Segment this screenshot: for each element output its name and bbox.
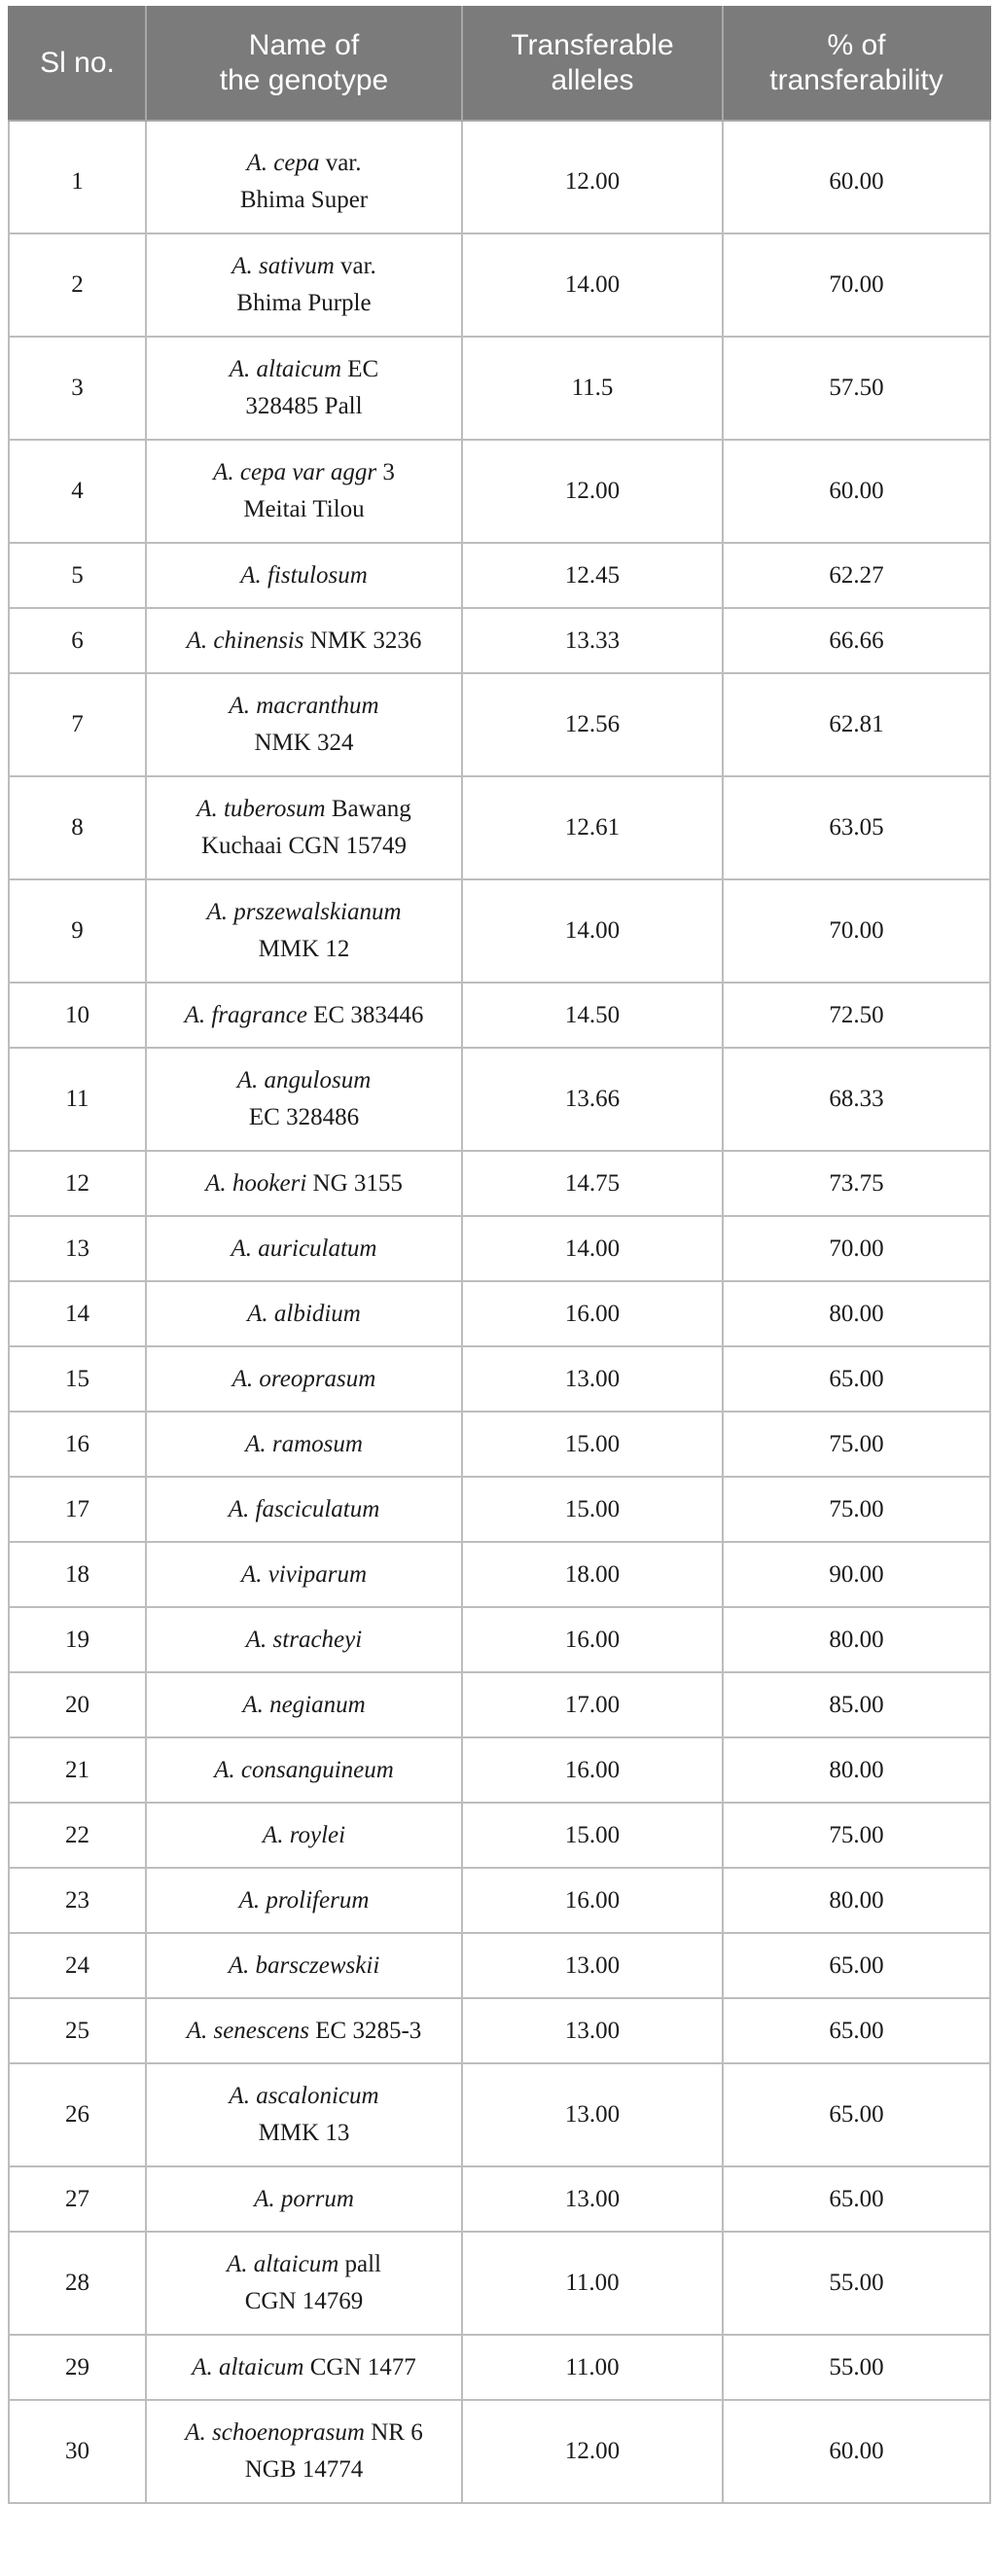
cell-transferable-alleles: 14.00	[462, 879, 723, 983]
cell-sl-no: 8	[9, 776, 146, 879]
cell-transferable-alleles: 16.00	[462, 1607, 723, 1672]
cell-percent-transferability: 70.00	[723, 879, 990, 983]
genotype-name-line	[160, 1296, 447, 1333]
genotype-name-line	[160, 1752, 447, 1789]
species-name-italic: A. sativum	[231, 253, 335, 279]
cell-sl-no: 25	[9, 1998, 146, 2063]
genotype-name-line	[160, 1556, 447, 1593]
cell-genotype-name	[146, 2166, 462, 2232]
table-row	[9, 1151, 990, 1216]
cell-percent-transferability: 73.75	[723, 1151, 990, 1216]
genotype-name-line	[160, 791, 447, 828]
cell-genotype-name	[146, 1998, 462, 2063]
cell-transferable-alleles: 18.00	[462, 1542, 723, 1607]
cell-percent-transferability: 80.00	[723, 1607, 990, 1672]
cell-percent-transferability: 57.50	[723, 337, 990, 440]
genotype-name-text: EC 383446	[306, 1001, 424, 1028]
header-percent-transferability: % of transferability	[723, 6, 990, 121]
cell-transferable-alleles: 16.00	[462, 1281, 723, 1346]
data-table-container	[8, 6, 989, 2504]
cell-transferable-alleles: 13.66	[462, 1048, 723, 1151]
cell-percent-transferability: 65.00	[723, 1933, 990, 1998]
cell-genotype-name	[146, 440, 462, 543]
genotype-name-line	[160, 997, 447, 1034]
cell-percent-transferability: 75.00	[723, 1477, 990, 1542]
genotype-transferability-table	[8, 6, 991, 2504]
cell-genotype-name	[146, 543, 462, 608]
genotype-name-text: MMK 12	[258, 936, 350, 962]
cell-sl-no: 5	[9, 543, 146, 608]
genotype-name-line	[160, 623, 447, 660]
species-name-italic: A. roylei	[262, 1821, 346, 1848]
cell-percent-transferability: 65.00	[723, 1346, 990, 1412]
genotype-name-line	[160, 725, 447, 762]
table-row	[9, 983, 990, 1048]
species-name-italic: A. altaicum	[229, 356, 342, 382]
cell-genotype-name	[146, 121, 462, 233]
table-body	[9, 121, 990, 2503]
cell-sl-no: 4	[9, 440, 146, 543]
cell-sl-no: 23	[9, 1868, 146, 1933]
species-name-italic: A. fistulosum	[240, 561, 368, 589]
genotype-name-line	[160, 2246, 447, 2283]
cell-sl-no: 11	[9, 1048, 146, 1151]
table-row	[9, 879, 990, 983]
table-header	[9, 6, 990, 121]
genotype-name-line	[160, 1426, 447, 1463]
genotype-name-line	[160, 931, 447, 968]
cell-transferable-alleles: 14.50	[462, 983, 723, 1048]
table-row	[9, 337, 990, 440]
table-row	[9, 1737, 990, 1803]
table-row	[9, 1803, 990, 1868]
table-row	[9, 1998, 990, 2063]
cell-genotype-name	[146, 1151, 462, 1216]
cell-sl-no: 27	[9, 2166, 146, 2232]
genotype-name-line	[160, 182, 447, 219]
cell-percent-transferability: 60.00	[723, 121, 990, 233]
cell-percent-transferability: 62.81	[723, 673, 990, 776]
cell-percent-transferability: 90.00	[723, 1542, 990, 1607]
cell-genotype-name	[146, 879, 462, 983]
species-name-italic: A. negianum	[242, 1691, 366, 1718]
cell-genotype-name	[146, 1607, 462, 1672]
table-row	[9, 1868, 990, 1933]
species-name-italic: A. auriculatum	[231, 1234, 377, 1262]
cell-transferable-alleles: 14.00	[462, 233, 723, 337]
cell-genotype-name	[146, 233, 462, 337]
genotype-name-line	[160, 2283, 447, 2320]
species-name-italic: A. altaicum	[226, 2251, 339, 2277]
cell-sl-no: 30	[9, 2400, 146, 2503]
cell-genotype-name	[146, 1477, 462, 1542]
cell-genotype-name	[146, 1933, 462, 1998]
cell-percent-transferability: 70.00	[723, 233, 990, 337]
genotype-name-text: pall	[338, 2251, 381, 2277]
genotype-name-text: Bawang	[325, 796, 411, 822]
genotype-name-line	[160, 1687, 447, 1724]
cell-genotype-name	[146, 608, 462, 673]
cell-percent-transferability: 80.00	[723, 1868, 990, 1933]
cell-genotype-name	[146, 1281, 462, 1346]
species-name-italic: A. consanguineum	[214, 1756, 394, 1783]
species-name-italic: A. cepa	[246, 150, 320, 176]
genotype-name-line	[160, 2349, 447, 2386]
genotype-name-text: var.	[319, 150, 362, 176]
cell-transferable-alleles: 15.00	[462, 1477, 723, 1542]
table-row	[9, 776, 990, 879]
cell-genotype-name	[146, 2400, 462, 2503]
table-row	[9, 121, 990, 233]
cell-percent-transferability: 55.00	[723, 2232, 990, 2335]
cell-sl-no: 24	[9, 1933, 146, 1998]
cell-percent-transferability: 66.66	[723, 608, 990, 673]
genotype-name-line	[160, 2451, 447, 2488]
cell-percent-transferability: 60.00	[723, 2400, 990, 2503]
table-row	[9, 1346, 990, 1412]
table-row	[9, 2400, 990, 2503]
cell-transferable-alleles: 13.00	[462, 2166, 723, 2232]
species-name-italic: A. viviparum	[240, 1560, 368, 1588]
cell-transferable-alleles: 16.00	[462, 1868, 723, 1933]
cell-genotype-name	[146, 673, 462, 776]
genotype-name-line	[160, 1491, 447, 1528]
species-name-italic: A. albidium	[247, 1300, 361, 1327]
genotype-name-line	[160, 1948, 447, 1985]
species-name-italic: A. altaicum	[192, 2353, 304, 2380]
cell-transferable-alleles: 14.00	[462, 1216, 723, 1281]
cell-genotype-name	[146, 1542, 462, 1607]
species-name-italic: A. porrum	[254, 2185, 354, 2212]
cell-percent-transferability: 68.33	[723, 1048, 990, 1151]
table-row	[9, 2335, 990, 2400]
cell-transferable-alleles: 13.00	[462, 1998, 723, 2063]
cell-percent-transferability: 62.27	[723, 543, 990, 608]
genotype-name-text: 3	[376, 459, 395, 485]
table-row	[9, 1933, 990, 1998]
cell-transferable-alleles: 14.75	[462, 1151, 723, 1216]
genotype-name-text: EC 3285-3	[309, 2017, 422, 2044]
species-name-italic: A. chinensis	[186, 626, 304, 654]
header-genotype-name: Name of the genotype	[146, 6, 462, 121]
cell-sl-no: 16	[9, 1412, 146, 1477]
cell-genotype-name	[146, 2335, 462, 2400]
cell-percent-transferability: 65.00	[723, 2166, 990, 2232]
cell-percent-transferability: 72.50	[723, 983, 990, 1048]
cell-genotype-name	[146, 1803, 462, 1868]
table-row	[9, 2232, 990, 2335]
genotype-name-text: MMK 13	[258, 2120, 350, 2146]
genotype-name-line	[160, 1882, 447, 1919]
table-row	[9, 1281, 990, 1346]
table-row	[9, 1216, 990, 1281]
genotype-name-line	[160, 1622, 447, 1659]
cell-percent-transferability: 85.00	[723, 1672, 990, 1737]
species-name-italic: A. tuberosum	[196, 796, 326, 822]
genotype-name-line	[160, 1099, 447, 1136]
cell-sl-no: 1	[9, 121, 146, 233]
cell-percent-transferability: 65.00	[723, 2063, 990, 2166]
table-row	[9, 608, 990, 673]
table-row	[9, 1477, 990, 1542]
cell-genotype-name	[146, 1412, 462, 1477]
genotype-name-text: NMK 3236	[303, 626, 422, 654]
cell-sl-no: 26	[9, 2063, 146, 2166]
genotype-name-line	[160, 2115, 447, 2152]
genotype-name-text: NG 3155	[306, 1169, 403, 1197]
table-row	[9, 1048, 990, 1151]
genotype-name-text: NMK 324	[254, 730, 354, 756]
table-row	[9, 2063, 990, 2166]
cell-genotype-name	[146, 1868, 462, 1933]
cell-sl-no: 9	[9, 879, 146, 983]
cell-percent-transferability: 70.00	[723, 1216, 990, 1281]
species-name-italic: A. senescens	[186, 2017, 310, 2044]
cell-transferable-alleles: 12.00	[462, 2400, 723, 2503]
cell-sl-no: 22	[9, 1803, 146, 1868]
cell-transferable-alleles: 13.00	[462, 1933, 723, 1998]
species-name-italic: A. ramosum	[245, 1430, 363, 1457]
genotype-name-text: Bhima Purple	[236, 290, 372, 316]
species-name-italic: A. stracheyi	[245, 1626, 363, 1653]
cell-transferable-alleles: 11.5	[462, 337, 723, 440]
cell-sl-no: 10	[9, 983, 146, 1048]
genotype-name-line	[160, 1817, 447, 1854]
cell-transferable-alleles: 12.56	[462, 673, 723, 776]
cell-transferable-alleles: 12.61	[462, 776, 723, 879]
genotype-name-line	[160, 1231, 447, 1268]
genotype-name-line	[160, 894, 447, 931]
cell-genotype-name	[146, 776, 462, 879]
cell-sl-no: 21	[9, 1737, 146, 1803]
table-row	[9, 1542, 990, 1607]
species-name-italic: A. cepa var aggr	[213, 459, 377, 485]
table-row	[9, 440, 990, 543]
genotype-name-line	[160, 454, 447, 491]
genotype-name-line	[160, 1062, 447, 1099]
cell-genotype-name	[146, 1737, 462, 1803]
cell-sl-no: 7	[9, 673, 146, 776]
table-row	[9, 233, 990, 337]
cell-transferable-alleles: 17.00	[462, 1672, 723, 1737]
cell-sl-no: 2	[9, 233, 146, 337]
species-name-italic: A. prszewalskianum	[206, 899, 402, 925]
genotype-name-text: 328485 Pall	[245, 393, 363, 419]
genotype-name-line	[160, 491, 447, 528]
genotype-name-line	[160, 828, 447, 865]
genotype-name-line	[160, 2078, 447, 2115]
cell-genotype-name	[146, 2063, 462, 2166]
cell-transferable-alleles: 13.00	[462, 1346, 723, 1412]
cell-percent-transferability: 65.00	[723, 1998, 990, 2063]
cell-transferable-alleles: 12.00	[462, 121, 723, 233]
cell-percent-transferability: 75.00	[723, 1412, 990, 1477]
species-name-italic: A. fasciculatum	[228, 1495, 380, 1522]
genotype-name-text: Kuchaai CGN 15749	[200, 833, 408, 859]
genotype-name-line	[160, 1361, 447, 1398]
cell-transferable-alleles: 11.00	[462, 2335, 723, 2400]
genotype-name-text: NR 6	[364, 2419, 423, 2446]
header-transferable-alleles: Transferable alleles	[462, 6, 723, 121]
cell-sl-no: 15	[9, 1346, 146, 1412]
cell-percent-transferability: 60.00	[723, 440, 990, 543]
species-name-italic: A. schoenoprasum	[185, 2419, 365, 2446]
cell-sl-no: 28	[9, 2232, 146, 2335]
cell-genotype-name	[146, 983, 462, 1048]
species-name-italic: A. macranthum	[229, 693, 379, 719]
genotype-name-text: Bhima Super	[239, 187, 369, 213]
genotype-name-line	[160, 2415, 447, 2451]
genotype-name-line	[160, 1165, 447, 1202]
cell-sl-no: 14	[9, 1281, 146, 1346]
cell-sl-no: 12	[9, 1151, 146, 1216]
species-name-italic: A. hookeri	[205, 1169, 307, 1197]
genotype-name-line	[160, 145, 447, 182]
cell-transferable-alleles: 15.00	[462, 1412, 723, 1477]
cell-sl-no: 17	[9, 1477, 146, 1542]
table-row	[9, 1672, 990, 1737]
cell-sl-no: 13	[9, 1216, 146, 1281]
cell-transferable-alleles: 16.00	[462, 1737, 723, 1803]
cell-transferable-alleles: 12.00	[462, 440, 723, 543]
genotype-name-line	[160, 285, 447, 322]
genotype-name-line	[160, 388, 447, 425]
table-row	[9, 1607, 990, 1672]
genotype-name-line	[160, 2181, 447, 2218]
genotype-name-text: var.	[334, 253, 376, 279]
species-name-italic: A. proliferum	[238, 1886, 370, 1914]
cell-genotype-name	[146, 1216, 462, 1281]
genotype-name-line	[160, 688, 447, 725]
cell-sl-no: 29	[9, 2335, 146, 2400]
genotype-name-line	[160, 2013, 447, 2050]
cell-percent-transferability: 63.05	[723, 776, 990, 879]
cell-genotype-name	[146, 337, 462, 440]
species-name-italic: A. fragrance	[184, 1001, 307, 1028]
table-row	[9, 543, 990, 608]
cell-genotype-name	[146, 1048, 462, 1151]
genotype-name-text: CGN 1477	[303, 2353, 416, 2380]
cell-transferable-alleles: 12.45	[462, 543, 723, 608]
cell-genotype-name	[146, 1672, 462, 1737]
genotype-name-text: CGN 14769	[244, 2288, 364, 2314]
genotype-name-text: Meitai Tilou	[243, 496, 365, 522]
species-name-italic: A. barsczewskii	[228, 1951, 380, 1979]
cell-transferable-alleles: 15.00	[462, 1803, 723, 1868]
header-sl-no: Sl no.	[9, 6, 146, 121]
cell-sl-no: 18	[9, 1542, 146, 1607]
cell-sl-no: 6	[9, 608, 146, 673]
genotype-name-line	[160, 248, 447, 285]
cell-genotype-name	[146, 1346, 462, 1412]
cell-transferable-alleles: 13.33	[462, 608, 723, 673]
species-name-italic: A. angulosum	[236, 1067, 372, 1093]
cell-percent-transferability: 80.00	[723, 1281, 990, 1346]
cell-transferable-alleles: 13.00	[462, 2063, 723, 2166]
cell-transferable-alleles: 11.00	[462, 2232, 723, 2335]
cell-sl-no: 20	[9, 1672, 146, 1737]
cell-sl-no: 3	[9, 337, 146, 440]
genotype-name-text: EC 328486	[248, 1104, 360, 1130]
genotype-name-line	[160, 351, 447, 388]
species-name-italic: A. oreoprasum	[231, 1365, 376, 1392]
cell-percent-transferability: 75.00	[723, 1803, 990, 1868]
cell-percent-transferability: 80.00	[723, 1737, 990, 1803]
table-row	[9, 1412, 990, 1477]
genotype-name-line	[160, 557, 447, 594]
genotype-name-text: NGB 14774	[244, 2456, 364, 2483]
cell-sl-no: 19	[9, 1607, 146, 1672]
cell-percent-transferability: 55.00	[723, 2335, 990, 2400]
header-row	[9, 6, 990, 121]
table-row	[9, 2166, 990, 2232]
species-name-italic: A. ascalonicum	[229, 2083, 379, 2109]
table-row	[9, 673, 990, 776]
genotype-name-text: EC	[341, 356, 379, 382]
cell-genotype-name	[146, 2232, 462, 2335]
